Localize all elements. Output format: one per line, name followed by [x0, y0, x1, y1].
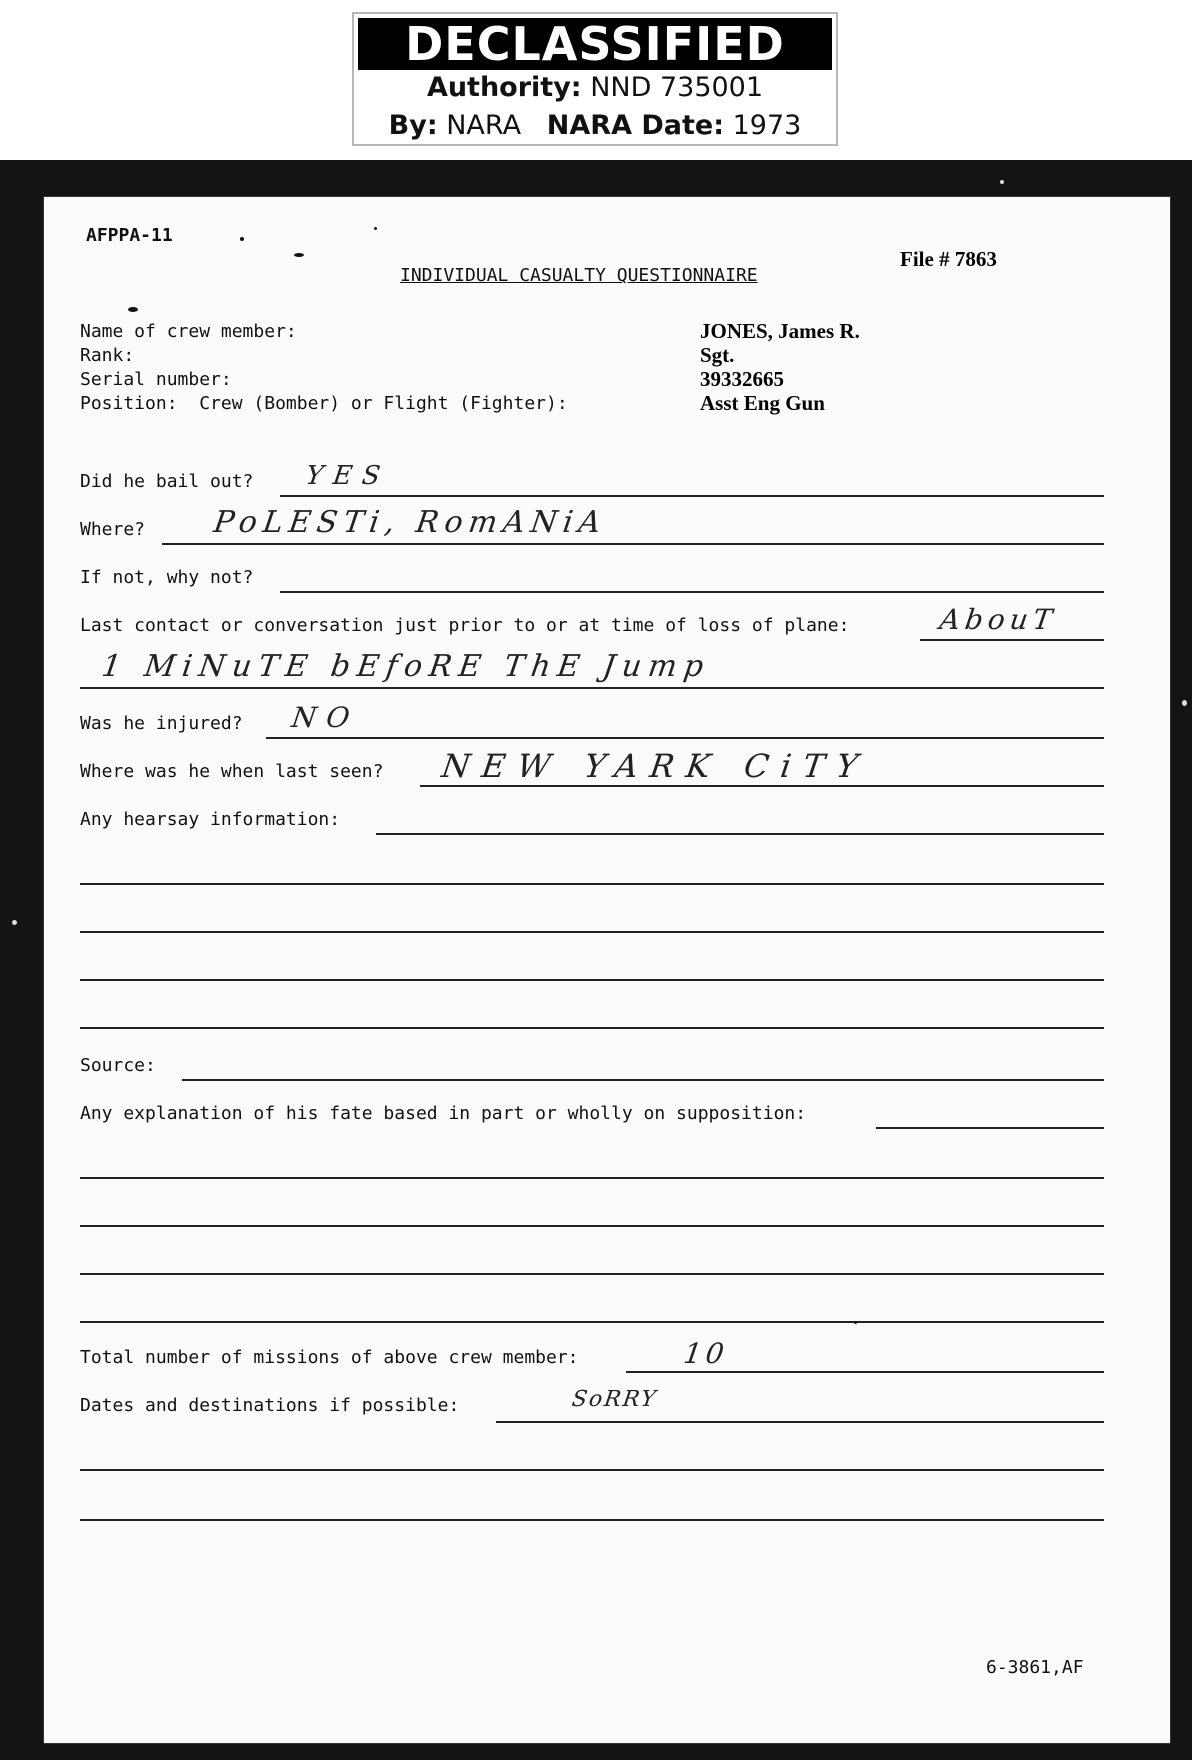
- scan-speck: [294, 253, 304, 257]
- serial-label: Serial number:: [80, 369, 232, 390]
- source-label: Source:: [80, 1055, 156, 1076]
- hearsay-line-3: [80, 931, 1104, 933]
- scan-speck: [854, 1321, 857, 1324]
- last-seen-label: Where was he when last seen?: [80, 761, 384, 782]
- stamp-by-line: [354, 110, 836, 141]
- hearsay-line-4: [80, 979, 1104, 981]
- scan-speck: [12, 920, 17, 925]
- form-number: 6-3861,AF: [986, 1657, 1084, 1678]
- position-value: Asst Eng Gun: [700, 391, 825, 415]
- dates-line-2: [80, 1469, 1104, 1471]
- dates-line-1: [496, 1421, 1104, 1423]
- name-value: JONES, James R.: [700, 319, 860, 343]
- bail-out-line: [280, 495, 1104, 497]
- last-seen-line: [420, 785, 1104, 787]
- form-id: AFPPA-11: [86, 225, 173, 246]
- injured-label: Was he injured?: [80, 713, 243, 734]
- explanation-line-3: [80, 1225, 1104, 1227]
- stamp-by-value: NARA: [446, 110, 522, 141]
- where-line: [162, 543, 1104, 545]
- stamp-authority-line: [354, 72, 836, 103]
- injured-answer: NO: [289, 701, 362, 734]
- stamp-authority-value: NND 735001: [590, 72, 764, 103]
- explanation-line-2: [80, 1177, 1104, 1179]
- missions-answer: 10: [681, 1337, 730, 1370]
- missions-line: [626, 1371, 1104, 1373]
- rank-label: Rank:: [80, 345, 135, 366]
- stamp-date-label: NARA Date:: [546, 110, 725, 141]
- hearsay-label: Any hearsay information:: [80, 809, 341, 830]
- position-label: Position: Crew (Bomber) or Flight (Fighter):: [80, 393, 568, 414]
- scan-speck: [128, 307, 138, 312]
- dates-label: Dates and destinations if possible:: [80, 1395, 460, 1416]
- questionnaire-paper: [44, 197, 1170, 1743]
- stamp-title: DECLASSIFIED: [358, 18, 832, 70]
- last-contact-line-1: [920, 639, 1104, 641]
- bail-out-label: Did he bail out?: [80, 471, 254, 492]
- file-number: File # 7863: [900, 247, 997, 271]
- hearsay-line-5: [80, 1027, 1104, 1029]
- stamp-by-label: By:: [388, 110, 438, 141]
- explanation-line-4: [80, 1273, 1104, 1275]
- explanation-line-1: [876, 1127, 1104, 1129]
- scan-speck: [374, 227, 377, 230]
- where-answer: PoLESTi, RomANiA: [211, 505, 609, 540]
- where-label: Where?: [80, 519, 146, 540]
- explanation-label: Any explanation of his fate based in part or wholly on supposition:: [80, 1103, 807, 1124]
- scan-speck: [1182, 700, 1187, 706]
- dates-answer: SoRRY: [570, 1387, 660, 1412]
- stamp-authority-label: Authority:: [426, 72, 582, 103]
- dates-line-3: [80, 1519, 1104, 1521]
- stamp-date-value: 1973: [732, 110, 802, 141]
- hearsay-line-2: [80, 883, 1104, 885]
- source-line: [182, 1079, 1104, 1081]
- scan-speck: [240, 237, 244, 241]
- bail-out-answer: YES: [303, 461, 393, 491]
- why-not-line: [280, 591, 1104, 593]
- declassified-stamp: [352, 12, 838, 146]
- explanation-line-5: [80, 1321, 1104, 1323]
- last-contact-answer-2: 1 MiNuTE bEfoRE ThE Jump: [99, 649, 713, 684]
- form-title: INDIVIDUAL CASUALTY QUESTIONNAIRE: [400, 265, 758, 286]
- last-contact-answer-1: AbouT: [937, 603, 1060, 636]
- last-seen-answer: NEW YARK CiTY: [439, 747, 873, 785]
- injured-line: [266, 737, 1104, 739]
- hearsay-line-1: [376, 833, 1104, 835]
- rank-value: Sgt.: [700, 343, 735, 367]
- why-not-label: If not, why not?: [80, 567, 254, 588]
- last-contact-line-2: [80, 687, 1104, 689]
- name-label: Name of crew member:: [80, 321, 297, 342]
- scan-speck: [1000, 180, 1004, 184]
- missions-label: Total number of missions of above crew member:: [80, 1347, 579, 1368]
- serial-value: 39332665: [700, 367, 784, 391]
- last-contact-label: Last contact or conversation just prior to or at time of loss of plane:: [80, 615, 850, 636]
